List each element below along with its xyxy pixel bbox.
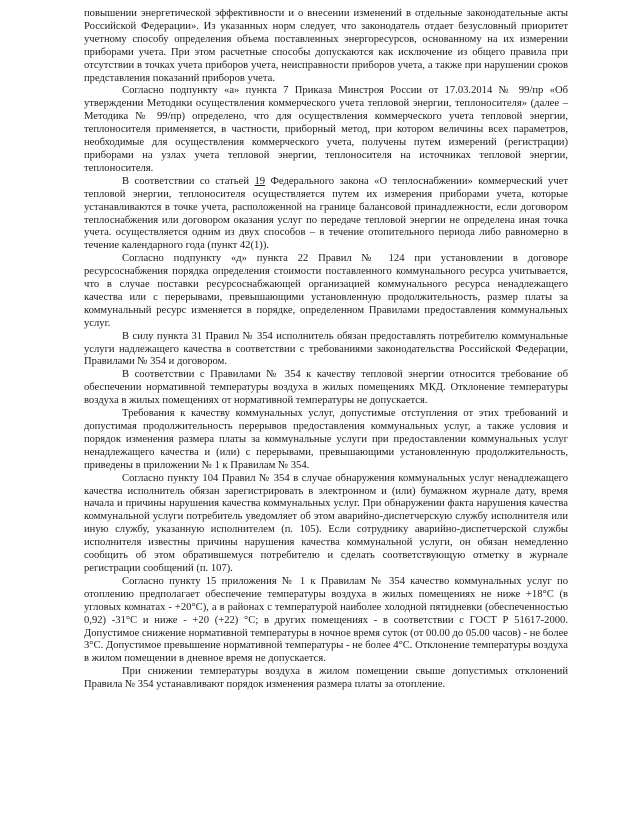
paragraph: повышении энергетической эффективности и о внесении изменений в отдельные законодательные акты Российской Федерации». Из указанных норм следует, что законодатель отдает безусловный приоритет учетному способу определения объема поставленных энергоресурсов, основанному на их измерении приборами учета. При этом расчетные способы допускаются как исключение из общего правила при отсутствии в точках учета приборов учета, неисправности приборов учета, а также при нарушении сроков представления показаний приборов учета. bbox=[84, 8, 568, 84]
paragraph: Согласно пункту 15 приложения № 1 к Правилам № 354 качество коммунальных услуг по отоплению предполагает обеспечение температуры воздуха в жилых помещениях не ниже +18°C (в угловых комнатах - +20°C), а в районах с температурой наиболее холодной пятидневки (обеспеченностью 0,92) -31°C и ниже - +20 (+22) °C; в других помещениях - в соответствии с ГОСТ Р 51617-2000. Допустимое снижение нормативной температуры в ночное время суток (от 00.00 до 05.00 часов) - не более 3°C. Допустимое превышение нормативной температуры - не более 4°C. Отклонение температуры воздуха в жилом помещении в дневное время не допускается. bbox=[84, 575, 569, 665]
document-body bbox=[84, 8, 568, 692]
law-article-link[interactable]: 19 bbox=[254, 175, 266, 187]
paragraph: Согласно подпункту «а» пункта 7 Приказа Минстроя России от 17.03.2014 № 99/пр «Об утверждении Методики осуществления коммерческого учета тепловой энергии, теплоносителя» (далее – Методика № 99/пр) определено, что для осуществления коммерческого учета тепловой энергии, теплоносителя применяется, в частности, приборный метод, при котором величины всех параметров, необходимые для осуществления коммерческого учета, получены путем измерений (регистрации) приборами на узлах учета тепловой энергии, теплоносителя на источниках тепловой энергии, теплоносителя. bbox=[84, 85, 568, 174]
paragraph bbox=[84, 176, 568, 253]
paragraph: В силу пункта 31 Правил № 354 исполнитель обязан предоставлять потребителю коммунальные услуги надлежащего качества в соответствии с требованиями законодательства Российской Федерации, Правилами № 354 и договором. bbox=[84, 330, 568, 368]
paragraph: В соответствии с Правилами № 354 к качеству тепловой энергии относится требование об обеспечении нормативной температуры воздуха в жилых помещениях МКД. Отклонение температуры воздуха в жилых помещениях от нормативной температуры не допускается. bbox=[84, 369, 568, 407]
paragraph-text: Федерального закона «О теплоснабжении» коммерческий учет тепловой энергии, теплоносителя осуществляется путем их измерения приборами учета, которые устанавливаются в точке учета, расположенной на границе балансовой принадлежности, если договором теплоснабжения или договором оказания услуг по передаче тепловой энергии не определена иная точка учета. осуществляется одним из двух способов – в течение отопительного периода либо равномерно в течение календарного года (пункт 42(1)). bbox=[84, 175, 568, 252]
paragraph: Согласно подпункту «д» пункта 22 Правил № 124 при установлении в договоре ресурсоснабжения порядка определения стоимости поставленного коммунального ресурса учитывается, что в случае поставки ресурсоснабжающей организацией коммунального ресурса ненадлежащего качества или с перерывами, превышающими установленную продолжительность, размер платы за коммунальный ресурс изменяется в порядке, определенном Правилами предоставления коммунальных услуг. bbox=[84, 253, 568, 329]
paragraph: Согласно пункту 104 Правил № 354 в случае обнаружения коммунальных услуг ненадлежащего качества исполнитель обязан зарегистрировать в электронном и (или) бумажном журнале дату, время начала и причины нарушения качества коммунальных услуг. При обнаружении факта нарушения качества коммунальной услуги потребитель уведомляет об этом аварийно-диспетчерскую службу исполнителя или иную службу, указанную исполнителем (п. 105). Если сотруднику аварийно-диспетчерской службы исполнителя известны причины нарушения качества коммунальной услуги, он обязан немедленно сообщить об этом обратившемуся потребителю и сделать соответствующую отметку в журнале регистрации сообщений (п. 107). bbox=[84, 472, 568, 574]
paragraph-text: В соответствии со статьей bbox=[122, 175, 255, 187]
paragraph: При снижении температуры воздуха в жилом помещении свыше допустимых отклонений Правила № 354 устанавливают порядок изменения размера платы за отопление. bbox=[84, 666, 568, 691]
paragraph: Требования к качеству коммунальных услуг, допустимые отступления от этих требований и допустимая продолжительность перерывов предоставления коммунальных услуг, а также условия и порядок изменения размера платы за коммунальные услуги при предоставлении коммунальных услуг ненадлежащего качества и (или) с перерывами, превышающими установленную продолжительность, приведены в приложении № 1 к Правилам № 354. bbox=[84, 408, 568, 471]
